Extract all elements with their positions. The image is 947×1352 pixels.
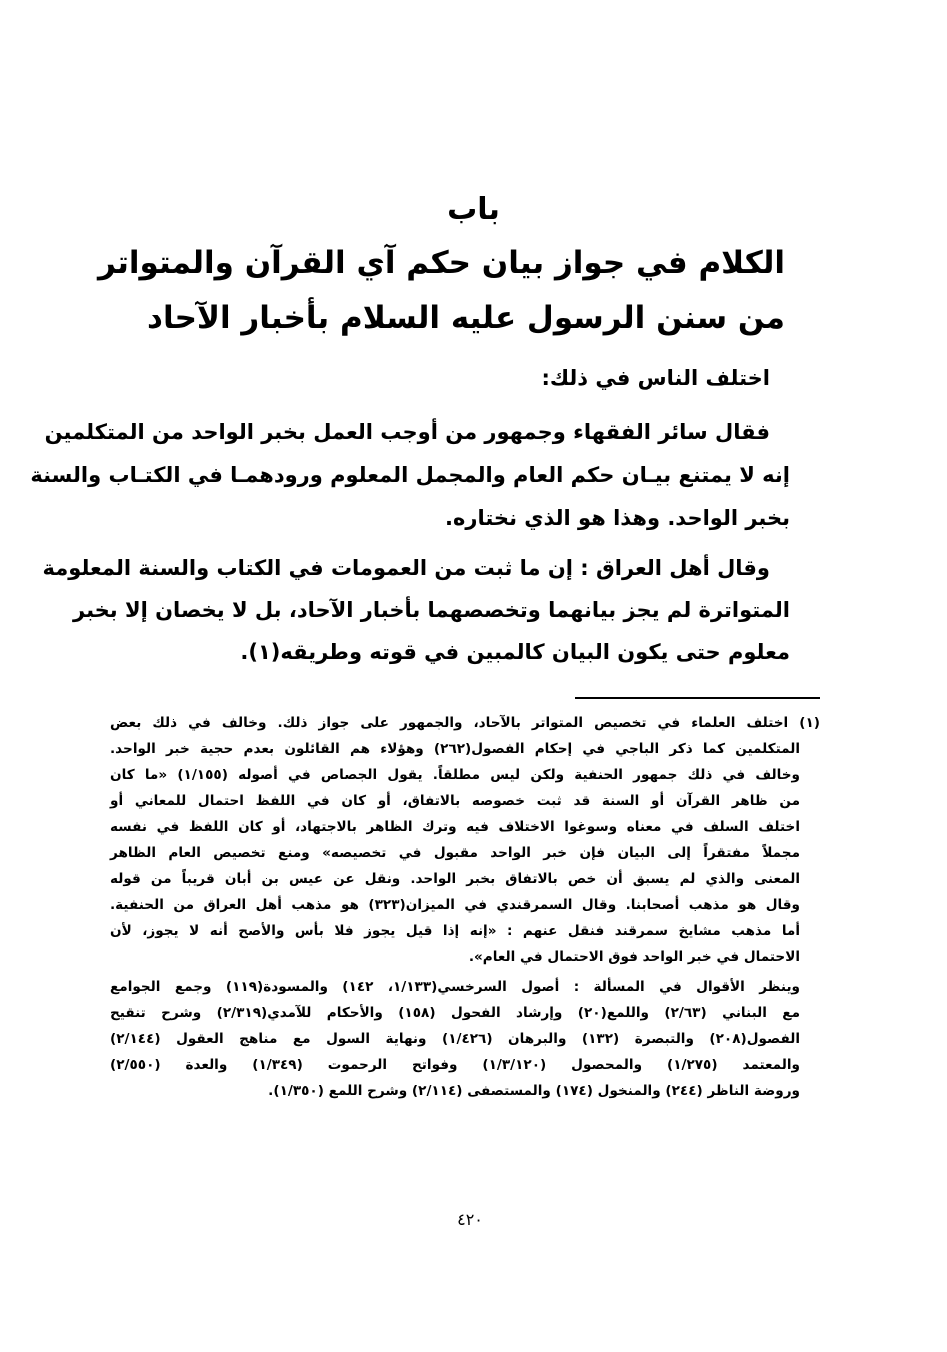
footnote-line: وخالف في ذلك جمهور الحنفية ولكن ليس مطلقاً. يقول الجصاص في أصوله (١/١٥٥) «ما كان	[110, 767, 801, 783]
footnote-line: (١) اختلف العلماء في تخصيص المتواتر بالآحاد، والجمهور على جواز ذلك. وخالف في ذلك بعض	[110, 715, 820, 731]
footnote-line: مجملاً مفتقراً إلى البيان فإن خبر الواحد مقبول في تخصيصه» ومنع تخصيص العام الظاهر	[110, 845, 800, 861]
footnote-line: وقال هو مذهب أصحابنا. وقال السمرقندي في الميزان(٣٢٣) هو مذهب أهل العراق من الحنفية.	[110, 897, 800, 913]
body-line: بخبر الواحد. وهذا هو الذي نختاره.	[445, 506, 790, 530]
body-line: وقال أهل العراق : إن ما ثبت من العمومات في الكتاب والسنة المعلومة	[42, 556, 770, 580]
footnote-line: المتكلمين كما ذكر الباجي في إحكام الفصول(٢٦٢) وهؤلاء هم القائلون بعدم حجية خبر الواحد.	[110, 741, 801, 757]
footnote-line: الاحتمال في خبر الواحد فوق الاحتمال في العام».	[468, 949, 800, 965]
chapter-title-line-1: الكلام في جواز بيان حكم آي القرآن والمتواتر	[97, 245, 785, 281]
footnote-line: المعنى والذي لم يسبق أن خص بالاتفاق بخبر الواحد. ونقل عن عيس بن أبان قريباً من قوله	[110, 871, 800, 887]
footnote-line: اختلف السلف في معناه وسوغوا الاختلاف فيه وترك الظاهر بالاجتهاد، أو كان اللفظ في نفسه	[110, 819, 800, 835]
footnote-line: الفصول(٢٠٨) والتبصرة (١٣٢) والبرهان (١/٤٢٦) ونهاية السول مع مناهج العقول (٢/١٤٤)	[110, 1031, 801, 1047]
footnote-line: أما مذهب مشايخ سمرقند فنقل عنهم : «إنه إذا قيل يجوز فلا بأس والأصح أنه لا يجوز، لأن	[110, 923, 800, 939]
body-line: المتواترة لم يجز بيانهما وتخصصهما بأخبار الآحاد، بل لا يخصان إلا بخبر	[73, 598, 790, 622]
footnote-line: مع البناني (٢/٦٣) واللمع(٢٠) وإرشاد الفحول (١٥٨) والأحكام للآمدي(٢/٣١٩) وشرح تنقيح	[110, 1005, 801, 1021]
body-line: اختلف الناس في ذلك:	[541, 366, 770, 390]
page-number: ٤٢٠	[457, 1210, 483, 1229]
footnote-divider	[575, 697, 820, 699]
body-line: إنه لا يمتنع بيـان حكم العام والمجمل المعلوم ورودهمـا في الكتـاب والسنة	[30, 463, 790, 487]
chapter-title-line-2: من سنن الرسول عليه السلام بأخبار الآحاد	[147, 300, 785, 336]
footnote-line: وروضة الناظر (٢٤٤) والمنخول (١٧٤) والمستصفى (٢/١١٤) وشرح اللمع (١/٣٥٠).	[268, 1083, 800, 1099]
chapter-label: باب	[447, 192, 500, 227]
footnote-line: والمعتمد (١/٢٧٥) والمحصول (١/٣/١٢٠) وفواتح الرحموت (١/٣٤٩) والعدة (٢/٥٥٠)	[110, 1057, 801, 1073]
footnote-line: من ظاهر القرآن أو السنة قد ثبت خصوصه بالاتفاق، أو كان في اللفظ احتمال للمعاني أو	[110, 793, 800, 809]
body-line: فقال سائر الفقهاء وجمهور من أوجب العمل بخبر الواحد من المتكلمين	[44, 420, 770, 444]
body-line: معلوم حتى يكون البيان كالمبين في قوته وطريقه(١).	[240, 640, 790, 664]
footnote-line: وينظر الأقوال في المسألة : أصول السرخسي(١/١٣٣، ١٤٢) والمسودة(١١٩) وجمع الجوامع	[110, 979, 801, 995]
